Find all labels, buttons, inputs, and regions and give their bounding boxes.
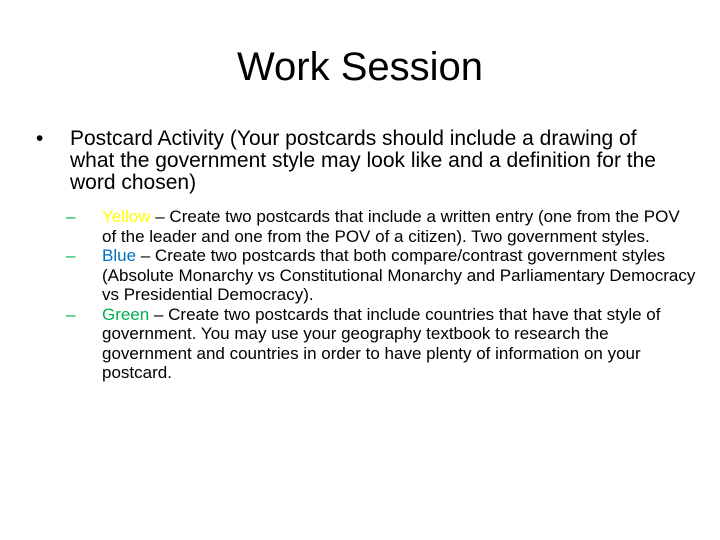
main-bullet <box>36 128 686 194</box>
sub-bullet-marker: – <box>66 304 76 324</box>
color-label-green: Green <box>102 304 150 324</box>
sub-bullet-blue <box>66 246 696 305</box>
sub-bullet-green <box>66 305 696 383</box>
bullet-marker: • <box>36 127 44 150</box>
sub-bullet-marker: – <box>66 246 76 265</box>
sub-bullet-text <box>102 246 696 305</box>
sub-bullet-body: – Create two postcards that include countries that have that style of government. You may use your geography textbook to research the government and countries in order to have plenty of information on your postcard. <box>102 304 661 382</box>
bullet-text: Postcard Activity (Your postcards should include a drawing of what the government style may look like and a definition for the word chosen) <box>70 127 656 194</box>
color-label-blue: Blue <box>102 246 137 265</box>
slide-title: Work Session <box>236 45 483 89</box>
sub-bullet-marker: – <box>66 207 76 226</box>
sub-bullet-text <box>102 207 696 246</box>
sub-bullet-text <box>102 305 696 383</box>
sub-bullet-list <box>66 207 696 383</box>
sub-bullet-body: – Create two postcards that both compare/contrast government styles (Absolute Monarchy vs Constitutional Monarchy and Parliamentary Democracy vs Presidential Democracy). <box>102 246 696 304</box>
color-label-yellow: Yellow <box>102 207 151 226</box>
sub-bullet-yellow <box>66 207 696 246</box>
sub-bullet-body: – Create two postcards that include a written entry (one from the POV of the leader and one from the POV of a citizen). Two government styles. <box>102 207 680 246</box>
